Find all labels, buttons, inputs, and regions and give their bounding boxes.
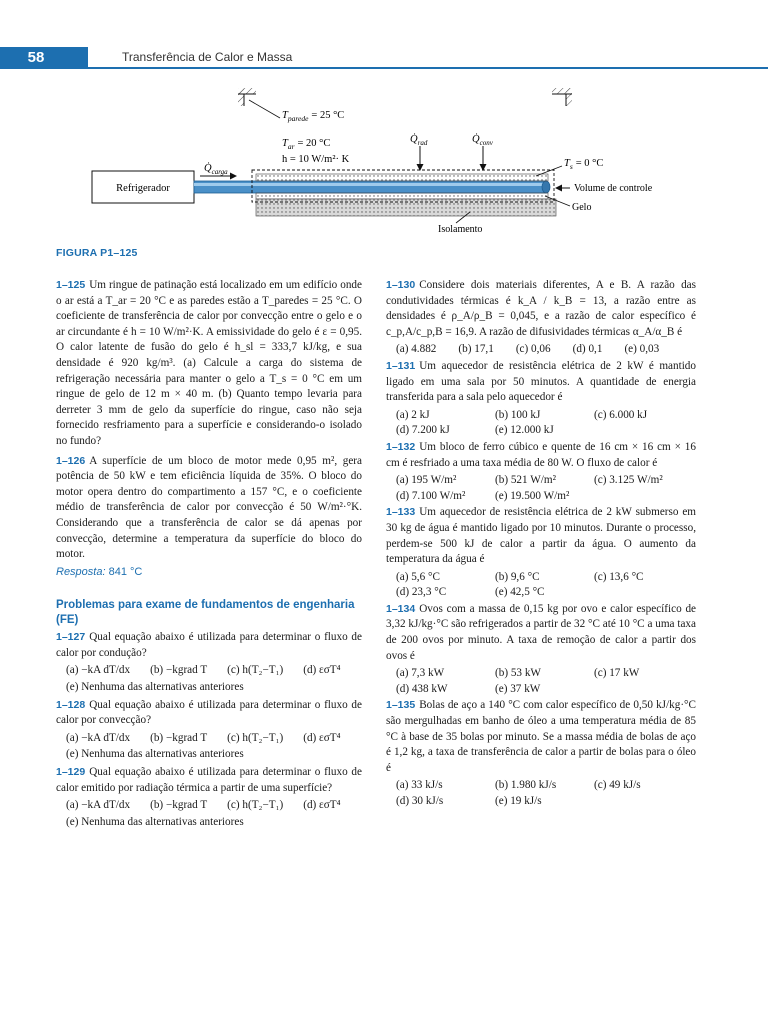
section-title-fe: Problemas para exame de fundamentos de engenharia (FE) xyxy=(56,599,355,627)
problem-1-134: 1–134 Ovos com a massa de 0,15 kg por ovo e calor específico de 3,32 kJ/kg·°C são refrigerados a partir de 32 °C até 10 °C a uma taxa de 200 ovos por minuto. A taxa de remoção de calor a partir dos ovos é xyxy=(386,602,696,662)
options-1-130 xyxy=(396,342,696,358)
options-1-128 xyxy=(66,731,362,747)
options-1-135 xyxy=(396,778,696,809)
right-column xyxy=(386,278,696,811)
option: (d) 23,3 °C xyxy=(396,586,447,599)
option: (c) h(T₂−T₁) xyxy=(227,664,284,677)
options-1-133 xyxy=(396,570,696,601)
problem-1-129: 1–129 Qual equação abaixo é utilizada para determinar o fluxo de calor emitido por radiação térmica a partir de uma superfície? xyxy=(56,766,362,794)
option: (e) 0,03 xyxy=(624,343,660,356)
option: (a) 4.882 xyxy=(396,343,437,356)
option: (e) 19.500 W/m² xyxy=(495,489,570,502)
problem-1-125: 1–125 Um ringue de patinação está localizado em um edifício onde o ar está a T_ar = 20 °C e as paredes estão a T_paredes = 25 °C. O coeficiente de transferência de calor por convecção entre o gelo e o ar circundante é h = 10 W/m²·K. A emissividade do gelo é ε = 0,95. O calor latente de fusão do gelo é h_sl = 333,7 kJ/kg, e sua densidade é 920 kg/m³. (a) Calcule a carga do sistema de refrigeração necessária para manter o gelo a T_s = 0 °C em um ringue de gelo de 12 m × 40 m. (b) Quanto tempo levaria para derreter 3 mm de gelo da superfície do ringue, caso não seja fornecido resfriamento para a superfície e considerando-o isolado no fundo? xyxy=(56,279,362,447)
svg-text:Q̇conv: $Q̇_{conv}$ xyxy=(472,134,493,147)
option: (c) h(T₂−T₁) xyxy=(227,799,284,812)
option: (d) 7.100 W/m² xyxy=(396,489,466,502)
option: (d) 7.200 kJ xyxy=(396,424,450,437)
svg-text:Ts= 0 °C: $T_s = 0$ °C xyxy=(564,158,604,171)
option: (e) 37 kW xyxy=(495,682,541,695)
options-1-134 xyxy=(396,666,696,697)
option: (a) 5,6 °C xyxy=(396,570,440,583)
option: (c) h(T₂−T₁) xyxy=(227,731,284,744)
option: (c) 3.125 W/m² xyxy=(594,474,663,487)
svg-text:Isolamento: Isolamento xyxy=(438,224,483,235)
option: (a) 195 W/m² xyxy=(396,474,457,487)
option: (d) εσT⁴ xyxy=(303,664,341,677)
option: (a) −kA dT/dx xyxy=(66,664,131,677)
page-number: 58 xyxy=(27,49,45,66)
option: (a) 2 kJ xyxy=(396,408,430,421)
problem-1-135: 1–135 Bolas de aço a 140 °C com calor específico de 0,50 kJ/kg·°C são mergulhadas em banho de óleo a uma temperatura média de 85 °C à base de 35 bolas por minuto. Se a massa média de bolas de aço é 1,2 kg, a taxa de transferência de calor a partir de bolas para o óleo é xyxy=(386,699,696,774)
option: (d) 0,1 xyxy=(572,343,603,356)
option: (a) −kA dT/dx xyxy=(66,799,131,812)
left-column xyxy=(56,278,362,832)
wall-left-corner xyxy=(238,88,256,106)
option: (c) 6.000 kJ xyxy=(594,408,648,421)
option: (b) 521 W/m² xyxy=(495,474,556,487)
figure-caption: FIGURA P1–125 xyxy=(56,247,138,259)
options-1-129 xyxy=(66,798,362,814)
svg-text:Q̇rad: $Q̇_{rad}$ xyxy=(410,134,428,147)
option: (c) 0,06 xyxy=(515,343,551,356)
option: (e) 19 kJ/s xyxy=(495,795,542,807)
option: (b) −kgrad T xyxy=(150,664,208,677)
option: (d) 30 kJ/s xyxy=(396,795,444,807)
figure-ice-rink-diagram xyxy=(0,78,768,243)
options-1-131 xyxy=(396,408,696,439)
problem-1-131: 1–131 Um aquecedor de resistência elétrica de 2 kW é mantido ligado em uma sala por 50 minutos. A quantidade de energia transferida para a sala pelo aquecedor é xyxy=(386,359,696,404)
problem-1-128: 1–128 Qual equação abaixo é utilizada para determinar o fluxo de calor por convecção? xyxy=(56,698,362,727)
option: (d) 438 kW xyxy=(396,682,448,695)
book-title: Transferência de Calor e Massa xyxy=(122,50,293,64)
wall-right-corner xyxy=(552,88,572,106)
option: (a) 7,3 kW xyxy=(396,667,445,680)
option: (b) 53 kW xyxy=(495,667,541,680)
svg-text:Tar= 20 °C: $T_{ar} = 20$ °C xyxy=(282,138,331,151)
svg-text:Gelo: Gelo xyxy=(572,202,592,213)
answer-1-126: Resposta: 841 °C xyxy=(56,565,143,578)
option: (b) −kgrad T xyxy=(150,799,208,812)
option: (c) 49 kJ/s xyxy=(594,779,641,792)
option: (a) 33 kJ/s xyxy=(396,779,443,792)
problem-1-132: 1–132 Um bloco de ferro cúbico e quente de 16 cm × 16 cm × 16 cm é resfriado a uma taxa média de 80 W. O fluxo de calor é xyxy=(386,440,696,469)
svg-text:Volume de controle: Volume de controle xyxy=(574,183,653,194)
option: (d) εσT⁴ xyxy=(303,731,341,744)
option: (d) εσT⁴ xyxy=(303,799,341,812)
problem-1-130: 1–130 Considere dois materiais diferentes, A e B. A razão das condutividades térmicas é k_A / k_B = 13, a razão entre as densidades é ρ_A/ρ_B = 0,045, e a razão de calor específico é c_p,A/c_p,B = 16,9. A razão de difusividades térmicas α_A/α_B é xyxy=(386,279,696,338)
option: (c) 13,6 °C xyxy=(594,570,644,583)
option: (e) 12.000 kJ xyxy=(495,424,554,437)
option: (b) −kgrad T xyxy=(150,731,208,744)
option: (b) 100 kJ xyxy=(495,408,541,421)
svg-text:Tparede= 25 °C: $T_{parede} = 25$ °C xyxy=(282,110,345,123)
option: (c) 17 kW xyxy=(594,667,640,680)
problem-1-126: 1–126 A superfície de um bloco de motor mede 0,95 m², gera potência de 50 kW e tem eficiência líquida de 35%. O bloco do motor opera dentro do compartimento a 157 °C, e o coeficiente médio de transferência de calor por convecção é 50 W/m²·°K. Considerando que a transferência de calor se dá apenas por convecção, determine a temperatura da superfície do bloco do motor. xyxy=(56,454,362,561)
problem-1-133: 1–133 Um aquecedor de resistência elétrica de 2 kW submerso em 30 kg de água é mantido ligado por 10 minutos. Durante o processo, perdem-se 500 kJ de calor a partir da água. O aumento da temperatura da água é xyxy=(386,506,696,566)
option: (b) 17,1 xyxy=(458,343,494,356)
options-1-132 xyxy=(396,473,696,504)
svg-text:h = 10 W/m²· K: h = 10 W/m²· K xyxy=(282,154,350,165)
option: (e) 42,5 °C xyxy=(495,586,545,599)
option-e-1-127: (e) Nenhuma das alternativas anteriores xyxy=(66,681,244,694)
option: (b) 9,6 °C xyxy=(495,570,540,583)
option-e-1-128: (e) Nenhuma das alternativas anteriores xyxy=(66,748,244,761)
option: (a) −kA dT/dx xyxy=(66,731,131,744)
option-e-1-129: (e) Nenhuma das alternativas anteriores xyxy=(66,815,244,828)
problem-1-127: 1–127 Qual equação abaixo é utilizada para determinar o fluxo de calor por condução? xyxy=(56,631,362,659)
option: (b) 1.980 kJ/s xyxy=(495,779,557,792)
svg-text:Refrigerador: Refrigerador xyxy=(116,183,170,194)
header-rule xyxy=(88,67,768,69)
svg-text:Q̇carga: $Q̇_{carga}$ xyxy=(204,163,228,176)
options-1-127 xyxy=(66,663,362,679)
